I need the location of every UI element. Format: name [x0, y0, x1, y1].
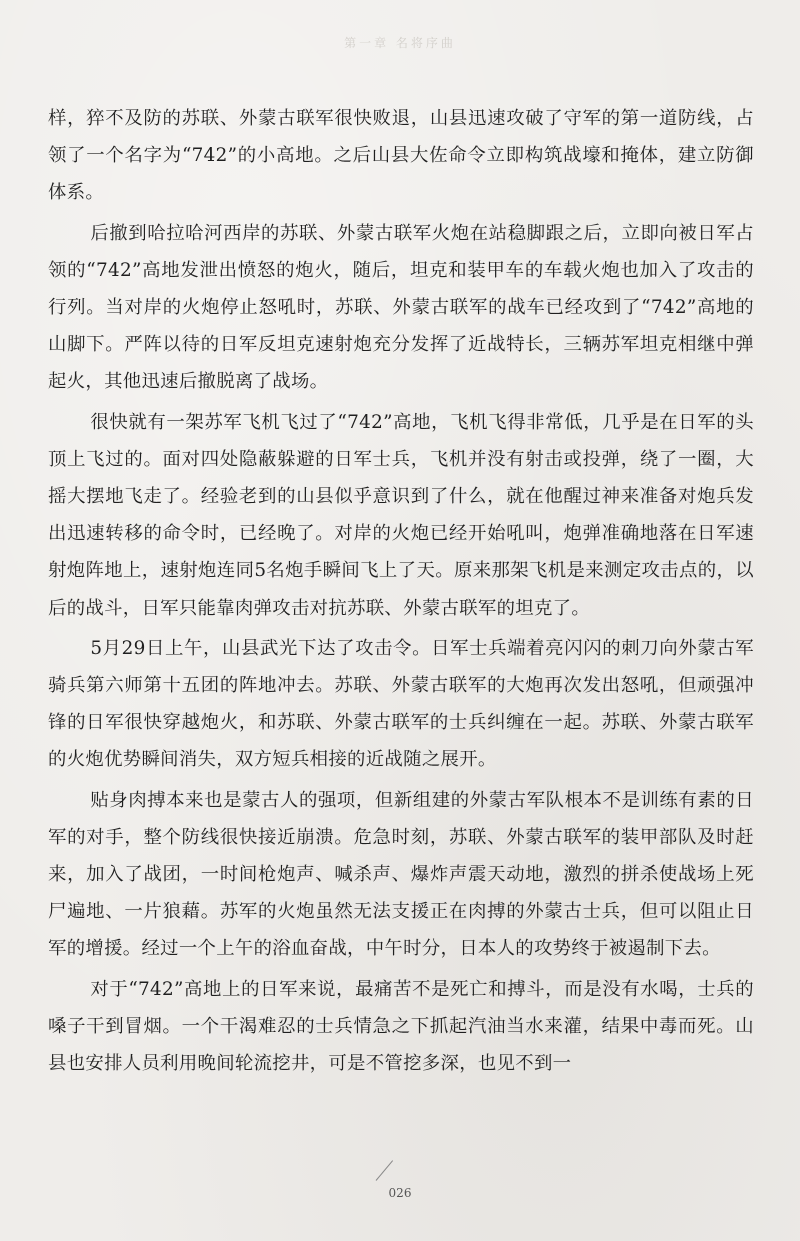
paragraph-1: 样，猝不及防的苏联、外蒙古联军很快败退，山县迅速攻破了守军的第一道防线，占领了一个名字为“742”的小高地。之后山县大佐命令立即构筑战壕和掩体，建立防御体系。	[48, 108, 754, 204]
page-number: 026	[388, 1186, 412, 1200]
paragraph-5: 贴身肉搏本来也是蒙古人的强项，但新组建的外蒙古军队根本不是训练有素的日军的对手，整个防线很快接近崩溃。危急时刻，苏联、外蒙古联军的装甲部队及时赶来，加入了战团，一时间枪炮声、喊杀声、爆炸声震天动地，激烈的拼杀使战场上死尸遍地、一片狼藉。苏军的火炮虽然无法支援正在肉搏的外蒙古士兵，但可以阻止日军的增援。经过一个上午的浴血奋战，中午时分，日本人的攻势终于被遏制下去。	[48, 789, 754, 960]
paragraph-3: 很快就有一架苏军飞机飞过了“742”高地，飞机飞得非常低，几乎是在日军的头顶上飞过的。面对四处隐蔽躲避的日军士兵，飞机并没有射击或投弹，绕了一圈，大摇大摆地飞走了。经验老到的山县似乎意识到了什么，就在他醒过神来准备对炮兵发出迅速转移的命令时，已经晚了。对岸的火炮已经开始吼叫，炮弹准确地落在日军速射炮阵地上，速射炮连同5名炮手瞬间飞上了天。原来那架飞机是来测定攻击点的，以后的战斗，日军只能靠肉弹攻击对抗苏联、外蒙古联军的坦克了。	[48, 411, 754, 619]
paragraph-6: 对于“742”高地上的日军来说，最痛苦不是死亡和搏斗，而是没有水喝，士兵的嗓子干到冒烟。一个干渴难忍的士兵情急之下抓起汽油当水来灌，结果中毒而死。山县也安排人员利用晚间轮流挖井，可是不管挖多深，也见不到一	[48, 978, 754, 1075]
page-number-decoration	[376, 1160, 393, 1181]
paragraph-2: 后撤到哈拉哈河西岸的苏联、外蒙古联军火炮在站稳脚跟之后，立即向被日军占领的“742”高地发泄出愤怒的炮火，随后，坦克和装甲车的车载火炮也加入了攻击的行列。当对岸的火炮停止怒吼时，苏联、外蒙古联军的战车已经攻到了“742”高地的山脚下。严阵以待的日军反坦克速射炮充分发挥了近战特长，三辆苏军坦克相继中弹起火，其他迅速后撤脱离了战场。	[48, 222, 754, 393]
body-text	[48, 100, 754, 1085]
running-header: 第一章 名将序曲	[344, 36, 456, 50]
paragraph-4: 5月29日上午，山县武光下达了攻击令。日军士兵端着亮闪闪的刺刀向外蒙古军骑兵第六师第十五团的阵地冲去。苏联、外蒙古联军的大炮再次发出怒吼，但顽强冲锋的日军很快穿越炮火，和苏联、外蒙古联军的士兵纠缠在一起。苏联、外蒙古联军的火炮优势瞬间消失，双方短兵相接的近战随之展开。	[48, 637, 754, 771]
